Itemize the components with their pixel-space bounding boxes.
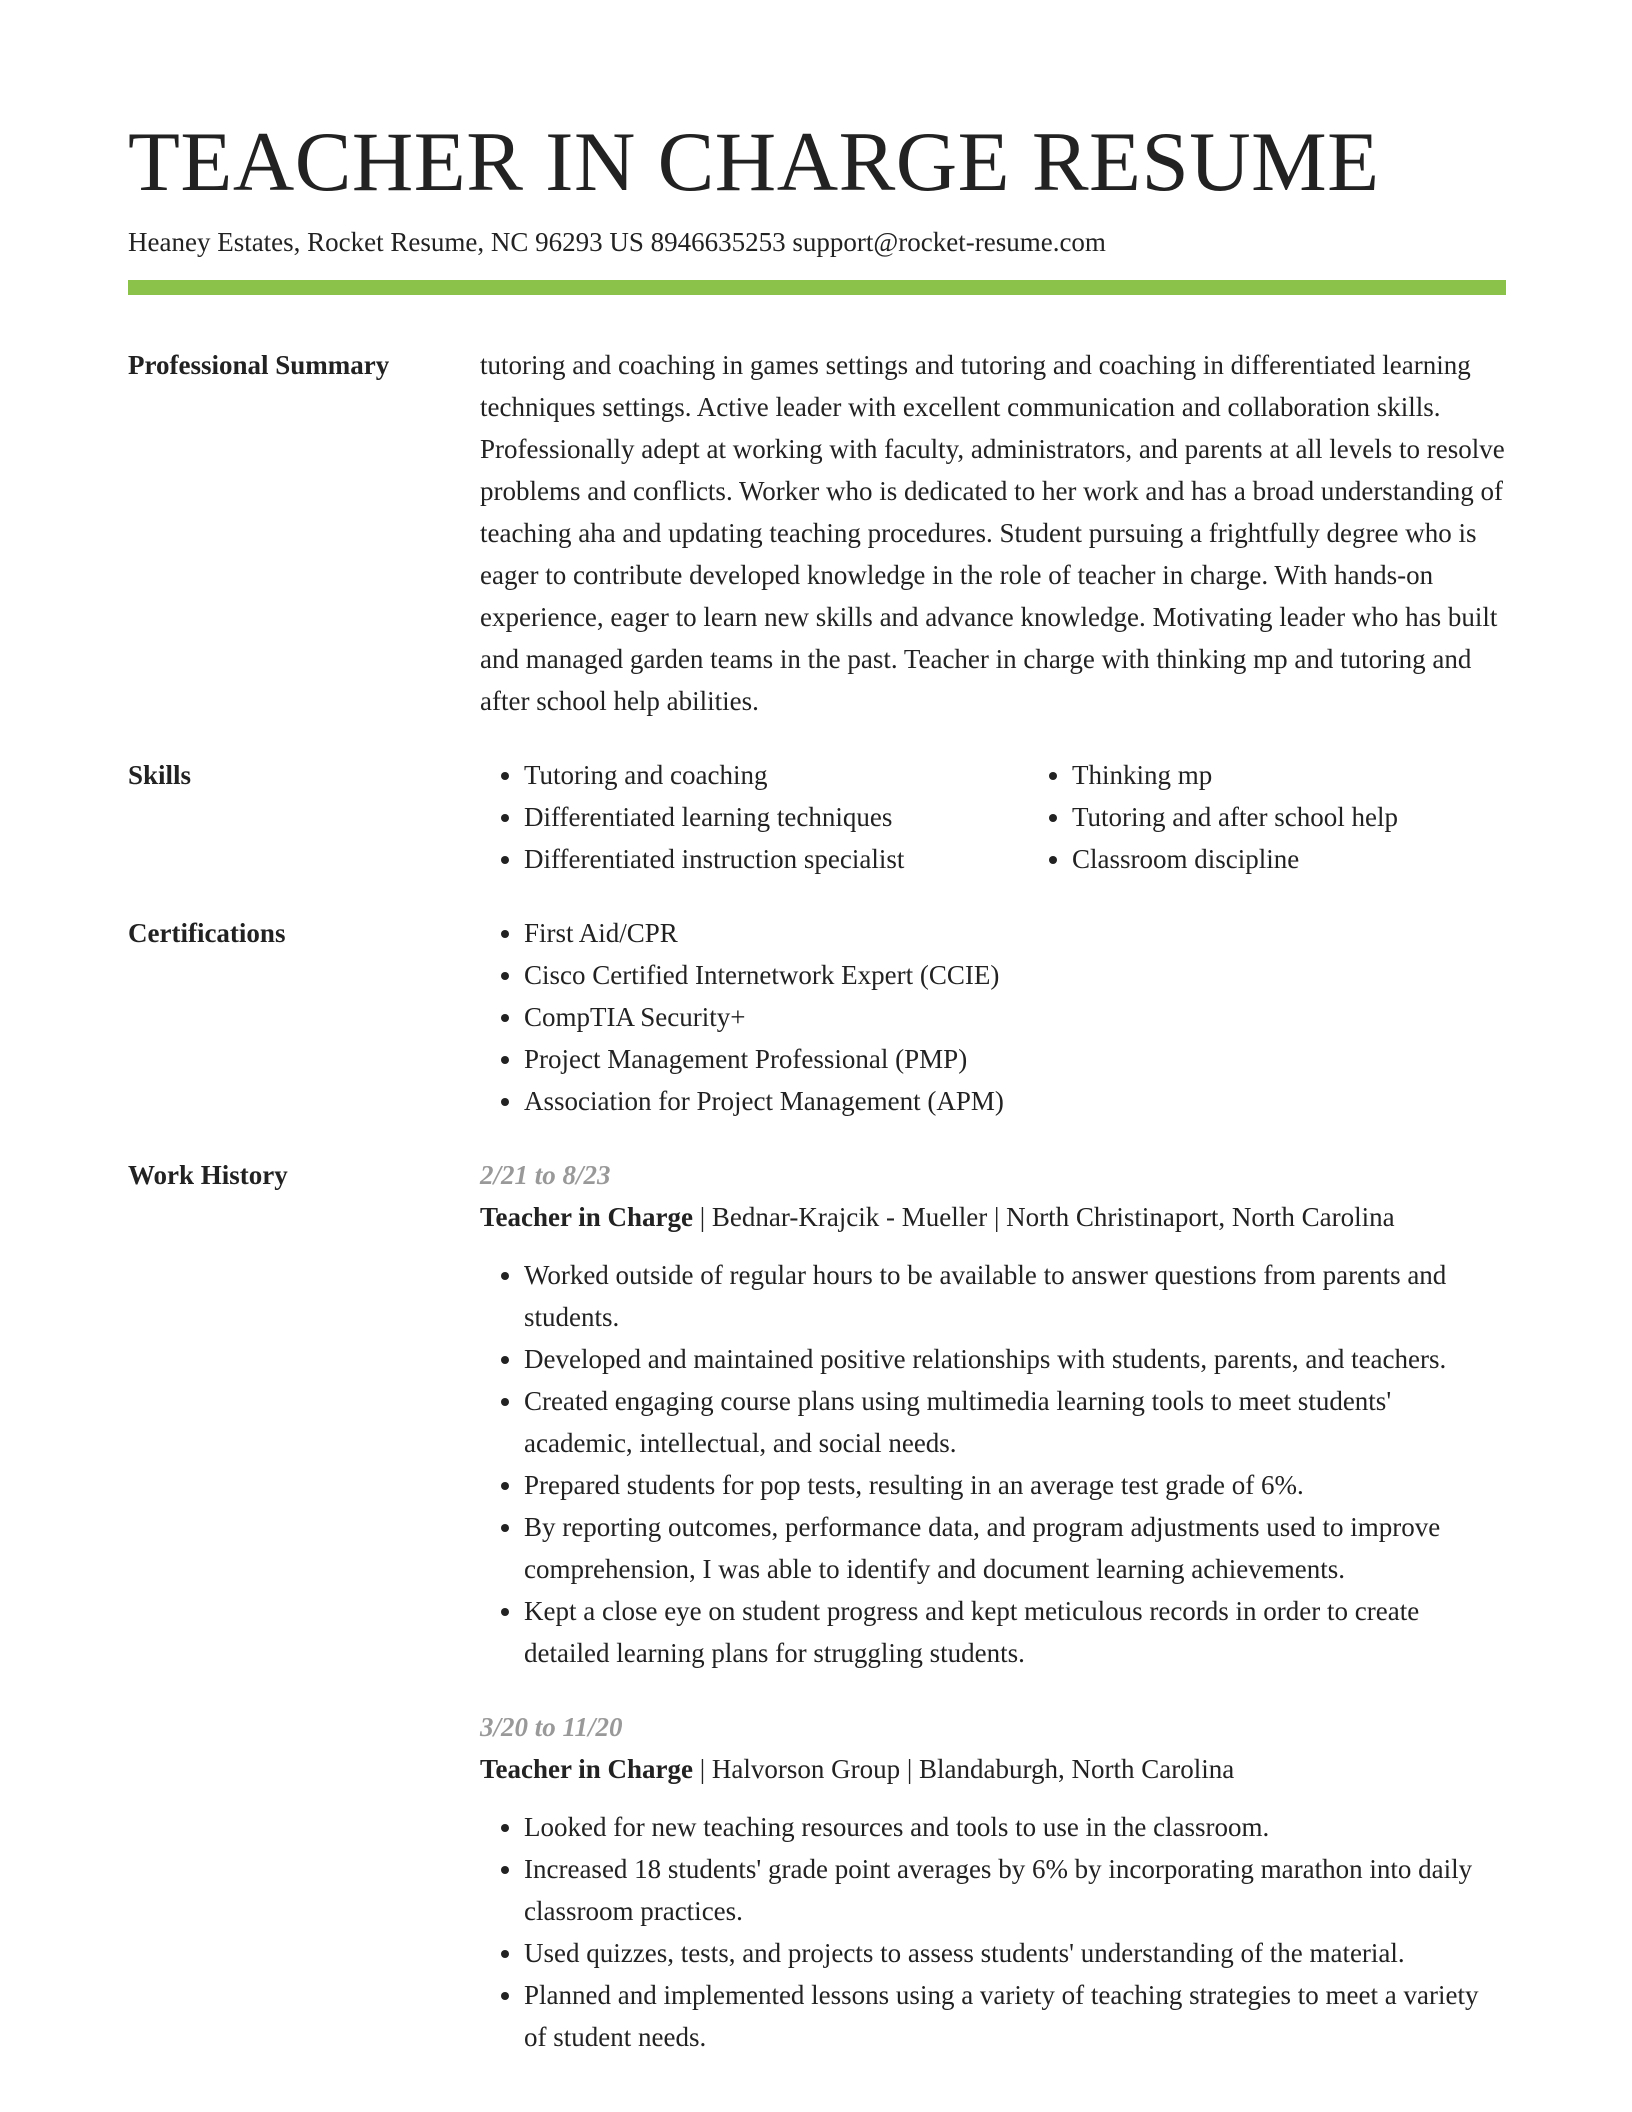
certifications-section xyxy=(128,912,1506,1122)
certification-item: • First Aid/CPR xyxy=(524,912,1506,954)
job-dates: 3/20 to 11/20 xyxy=(480,1712,623,1743)
job-bullet: • By reporting outcomes, performance data, and program adjustments used to improve comprehension, I was able to identify and document learning achievements. xyxy=(524,1506,1506,1590)
skill-item: • Thinking mp xyxy=(1072,754,1506,796)
job-bullet: • Looked for new teaching resources and tools to use in the classroom. xyxy=(524,1806,1506,1848)
skill-item: • Differentiated learning techniques xyxy=(524,796,1028,838)
job-title: Teacher in Charge xyxy=(480,1754,693,1785)
job-bullet: • Prepared students for pop tests, resulting in an average test grade of 6%. xyxy=(524,1464,1506,1506)
certification-item: • CompTIA Security+ xyxy=(524,996,1506,1038)
job-bullets xyxy=(480,1806,1506,2058)
job-bullet: • Developed and maintained positive relationships with students, parents, and teachers. xyxy=(524,1338,1506,1380)
certifications-bullets xyxy=(480,912,1506,1122)
certifications-list xyxy=(480,912,1506,1122)
skills-column-right xyxy=(1028,754,1506,880)
job-entry xyxy=(480,1706,1506,2058)
certification-item: • Association for Project Management (APM) xyxy=(524,1080,1506,1122)
job-bullet: • Created engaging course plans using multimedia learning tools to meet students' academic, intellectual, and social needs. xyxy=(524,1380,1506,1464)
section-title-certifications: Certifications xyxy=(128,918,286,949)
job-title: Teacher in Charge xyxy=(480,1202,693,1233)
skills-section xyxy=(128,754,1506,880)
job-header xyxy=(480,1748,1506,1790)
skill-item: • Tutoring and after school help xyxy=(1072,796,1506,838)
skill-item: • Tutoring and coaching xyxy=(524,754,1028,796)
job-employer-location: | Bednar-Krajcik - Mueller | North Christinaport, North Carolina xyxy=(693,1202,1395,1233)
job-bullet: • Increased 18 students' grade point averages by 6% by incorporating marathon into daily classroom practices. xyxy=(524,1848,1506,1932)
header-divider xyxy=(128,280,1506,295)
section-title-summary: Professional Summary xyxy=(128,350,390,381)
summary-text: tutoring and coaching in games settings and tutoring and coaching in differentiated learning techniques settings. Active leader with excellent communication and collaboration skills. Professionally adept at working with faculty, administrators, and parents at all levels to resolve problems and conflicts. Worker who is dedicated to her work and has a broad understanding of teaching aha and updating teaching procedures. Student pursuing a frightfully degree who is eager to contribute developed knowledge in the role of teacher in charge. With hands-on experience, eager to learn new skills and advance knowledge. Motivating leader who has built and managed garden teams in the past. Teacher in charge with thinking mp and tutoring and after school help abilities. xyxy=(480,350,1505,717)
work-history-section xyxy=(128,1154,1506,2058)
job-bullet: • Kept a close eye on student progress and kept meticulous records in order to create detailed learning plans for struggling students. xyxy=(524,1590,1506,1674)
skill-item: • Classroom discipline xyxy=(1072,838,1506,880)
job-employer-location: | Halvorson Group | Blandaburgh, North Carolina xyxy=(693,1754,1235,1785)
resume-page xyxy=(128,115,1506,2058)
job-bullet: • Planned and implemented lessons using a variety of teaching strategies to meet a variety of student needs. xyxy=(524,1974,1506,2058)
skills-list xyxy=(480,754,1506,880)
certification-item: • Project Management Professional (PMP) xyxy=(524,1038,1506,1080)
summary-section xyxy=(128,344,1506,722)
job-bullets xyxy=(480,1254,1506,1674)
skills-column-left xyxy=(480,754,1028,880)
resume-name: TEACHER IN CHARGE RESUME xyxy=(128,115,1380,209)
section-title-work-history: Work History xyxy=(128,1160,288,1191)
job-dates: 2/21 to 8/23 xyxy=(480,1160,611,1191)
contact-line: Heaney Estates, Rocket Resume, NC 96293 US 8946635253 support@rocket-resume.com xyxy=(128,227,1106,258)
job-header xyxy=(480,1196,1506,1238)
certification-item: • Cisco Certified Internetwork Expert (CCIE) xyxy=(524,954,1506,996)
work-history-body xyxy=(480,1154,1506,2058)
job-bullet: • Used quizzes, tests, and projects to assess students' understanding of the material. xyxy=(524,1932,1506,1974)
section-title-skills: Skills xyxy=(128,760,192,791)
job-bullet: • Worked outside of regular hours to be available to answer questions from parents and students. xyxy=(524,1254,1506,1338)
skill-item: • Differentiated instruction specialist xyxy=(524,838,1028,880)
job-entry xyxy=(480,1154,1506,1674)
